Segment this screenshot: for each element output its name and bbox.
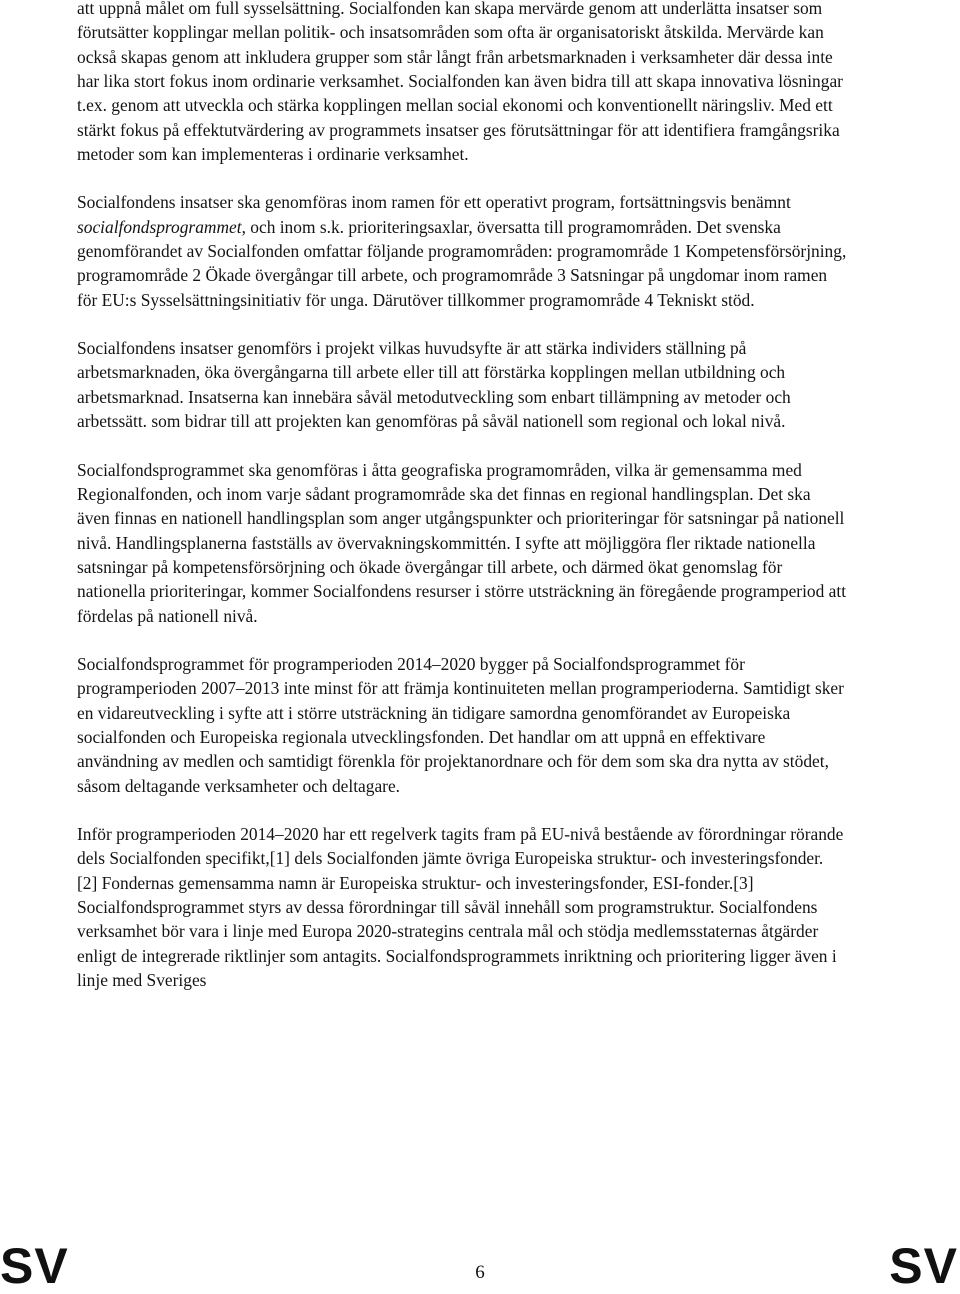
paragraph-6-text: Inför programperioden 2014–2020 har ett regelverk tagits fram på EU-nivå bestående av förordningar rörande dels Socialfonden specifikt,[1] dels Socialfonden jämte övriga Europeiska struktur- och investeringsfonder. [2] Fondernas gemensamma namn är Europeiska struktur- och investeringsfonder, ESI-fonder.[3] Socialfondsprogrammet styrs av dessa förordningar till såväl innehåll som programstruktur. Socialfondens verksamhet bör vara i linje med Europa 2020-strategins centrala mål och stödja medlemsstaternas åtgärder enligt de integrerade riktlinjer som antagits. Socialfondsprogrammets inriktning och prioritering ligger även i linje med Sveriges bbox=[77, 823, 844, 991]
paragraph-1 bbox=[77, 0, 847, 166]
paragraph-4-text: Socialfondsprogrammet ska genomföras i åtta geografiska programområden, vilka är gemensamma med Regionalfonden, och inom varje sådant programområde ska det finnas en regional handlingsplan. Det ska även finnas en nationell handlingsplan som anger utgångspunkter och prioriteringar för satsningar på nationell nivå. Handlingsplanerna fastställs av övervakningskommittén. I syfte att möjliggöra fler riktade nationella satsningar på kompetensförsörjning och ökade övergångar till arbete, och därmed ökat genomslag för nationella prioriteringar, kommer Socialfondens resurser i större utsträckning än föregående programperiod att fördelas på nationell nivå. bbox=[77, 459, 847, 626]
paragraph-4 bbox=[77, 458, 847, 628]
paragraph-5-text: Socialfondsprogrammet för programperioden 2014–2020 bygger på Socialfondsprogrammet för programperioden 2007–2013 inte minst för att främja kontinuiteten mellan programperioderna. Samtidigt sker en vidareutveckling i syfte att i större utsträckning än tidigare samordna genomförandet av Europeiska socialfonden och Europeiska regionala utvecklingsfonden. Det handlar om att uppnå en effektivare användning av medlen och samtidigt förenkla för projektanordnare och för dem som ska dra nytta av stödet, såsom deltagande verksamheter och deltagare. bbox=[77, 653, 844, 796]
page-number: 6 bbox=[475, 1262, 485, 1283]
footer-language-label-right: SV bbox=[889, 1238, 958, 1294]
paragraph-2 bbox=[77, 190, 847, 312]
paragraph-3 bbox=[77, 336, 847, 433]
paragraph-2-text-a: Socialfondens insatser ska genomföras inom ramen för ett operativt program, fortsättningsvis benämnt bbox=[77, 192, 791, 213]
paragraph-2-italic-term: socialfondsprogrammet bbox=[77, 216, 242, 237]
paragraph-5 bbox=[77, 652, 847, 798]
paragraph-3-text: Socialfondens insatser genomförs i projekt vilkas huvudsyfte är att stärka individers ställning på arbetsmarknaden, öka övergångarna till arbete eller till att förstärka kopplingen mellan utbildning och arbetsmarknad. Insatserna kan innebära såväl metodutveckling som enbart tillämpning av metoder och arbetssätt. som bidrar till att projekten kan genomföras på såväl nationell som regional och lokal nivå. bbox=[77, 338, 791, 432]
document-body bbox=[77, 0, 847, 992]
paragraph-6 bbox=[77, 822, 847, 992]
paragraph-2-text-b: , och inom s.k. prioriteringsaxlar, översatta till programområden. Det svenska genomförandet av Socialfonden omfattar följande programområden: programområde 1 Kompetensförsörjning, programområde 2 Ökade övergångar till arbete, och programområde 3 Satsningar på ungdomar inom ramen för EU:s Sysselsättningsinitiativ för unga. Därutöver tillkommer programområde 4 Tekniskt stöd. bbox=[77, 216, 847, 310]
footer-language-label-left: SV bbox=[0, 1238, 69, 1294]
paragraph-1-text: att uppnå målet om full sysselsättning. Socialfonden kan skapa mervärde genom att underlätta insatser som förutsätter kopplingar mellan politik- och insatsområden som ofta är organisatoriskt åtskilda. Mervärde kan också skapas genom att inkludera grupper som står långt från arbetsmarknaden i verksamheter där dessa inte har lika stort fokus inom ordinarie verksamhet. Socialfonden kan även bidra till att skapa innovativa lösningar t.ex. genom att utveckla och stärka kopplingen mellan social ekonomi och konventionellt näringsliv. Med ett stärkt fokus på effektutvärdering av programmets insatser ges förutsättningar för att identifiera framgångsrika metoder som kan implementeras i ordinarie verksamhet. bbox=[77, 0, 843, 165]
